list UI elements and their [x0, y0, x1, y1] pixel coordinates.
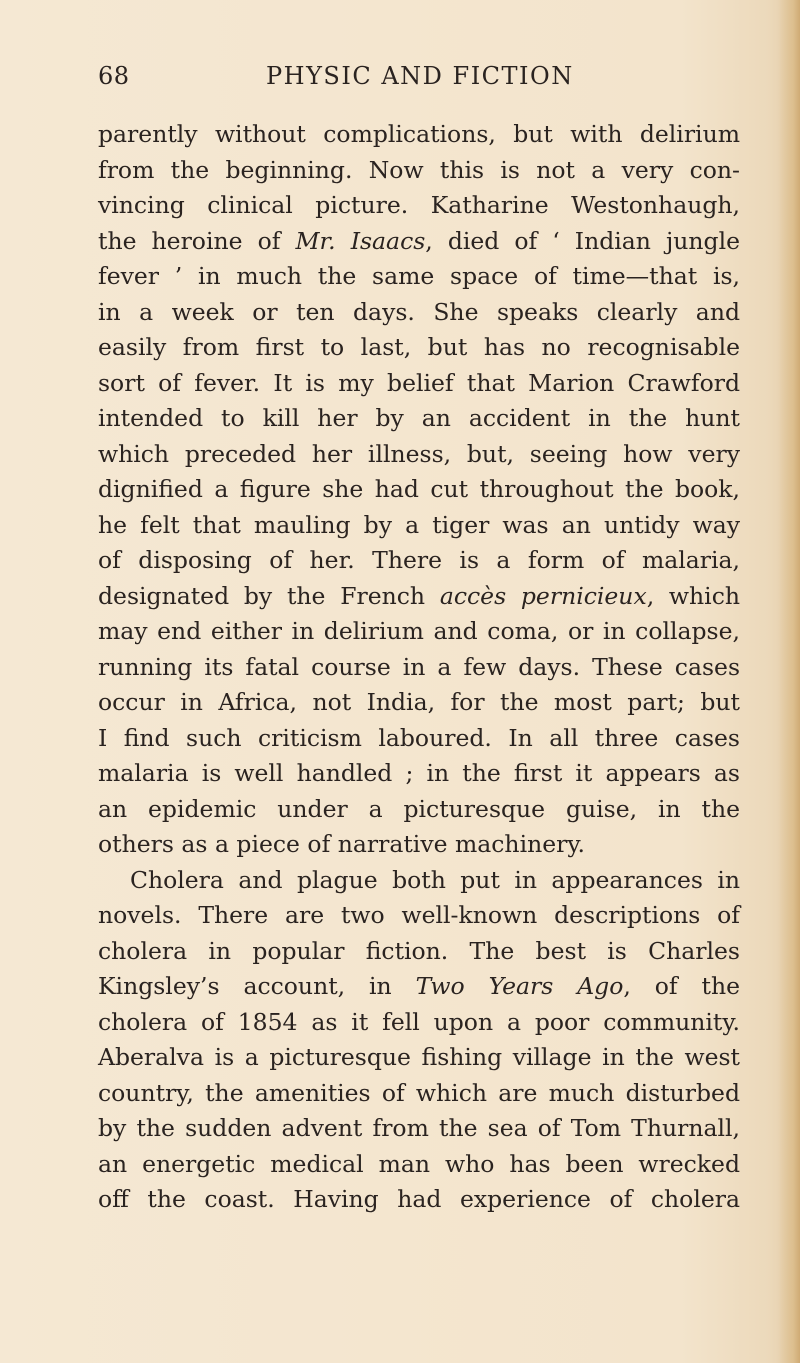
text-line [98, 863, 740, 899]
text-segment: sort of fever. It is my belief that Marion Crawford [98, 368, 740, 397]
text-segment: , died of ‘ Indian jungle [425, 226, 740, 255]
text-line [98, 330, 740, 366]
text-line [98, 1111, 740, 1147]
text-line [98, 792, 740, 828]
text-segment: Cholera and plague both put in appearances in [130, 865, 740, 894]
text-segment: an energetic medical man who has been wrecked [98, 1149, 740, 1178]
text-segment: Kingsley’s account, in [98, 972, 416, 1000]
text-line [98, 508, 740, 544]
text-line [98, 401, 740, 437]
text-segment: cholera of 1854 as it fell upon a poor community. [98, 1007, 740, 1036]
text-segment: fever ’ in much the same space of time—that is, [98, 262, 740, 290]
text-line [98, 685, 740, 721]
italic-title: Mr. Isaacs [295, 226, 426, 255]
text-line [98, 1182, 740, 1218]
text-line [98, 1040, 740, 1076]
running-title: PHYSIC AND FICTION [266, 62, 574, 90]
text-segment: an epidemic under a picturesque guise, in the [98, 794, 740, 823]
text-line [98, 437, 740, 473]
text-line [98, 756, 740, 792]
text-line [98, 366, 740, 402]
text-segment: the heroine of [98, 226, 296, 255]
text-line [98, 543, 740, 579]
text-segment: malaria is well handled ; in the first it appears as [98, 759, 740, 787]
text-line [98, 969, 740, 1005]
text-segment: from the beginning. Now this is not a very con- [98, 155, 740, 184]
text-line [98, 224, 740, 260]
text-line [98, 721, 740, 757]
text-line [98, 934, 740, 970]
text-segment: , which [646, 581, 740, 610]
text-line [98, 472, 740, 508]
text-line [98, 827, 740, 863]
text-segment: by the sudden advent from the sea of Tom Thurnall, [98, 1114, 740, 1142]
text-segment: running its fatal course in a few days. These cases [98, 652, 740, 681]
text-segment: intended to kill her by an accident in the hunt [98, 404, 740, 432]
page-number: 68 [98, 62, 130, 90]
text-line [98, 1076, 740, 1112]
text-segment: off the coast. Having had experience of cholera [98, 1185, 740, 1213]
page-header [98, 62, 738, 102]
text-segment: which preceded her illness, but, seeing how very [98, 439, 740, 468]
italic-title: Two Years Ago [415, 972, 624, 1000]
text-line [98, 188, 740, 224]
text-line [98, 898, 740, 934]
italic-title: accès pernicieux [439, 581, 647, 610]
text-segment: he felt that mauling by a tiger was an untidy way [98, 510, 740, 539]
text-line [98, 1147, 740, 1183]
text-segment: easily from first to last, but has no recognisable [98, 333, 740, 361]
text-line [98, 295, 740, 331]
text-segment: dignified a figure she had cut throughout the book, [98, 475, 740, 503]
text-segment: of disposing of her. There is a form of malaria, [98, 546, 740, 574]
text-segment: parently without complications, but with delirium [98, 120, 740, 148]
text-line [98, 259, 740, 295]
text-segment: may end either in delirium and coma, or in collapse, [98, 617, 740, 645]
text-segment: cholera in popular fiction. The best is Charles [98, 936, 740, 965]
text-segment: vincing clinical picture. Katharine Westonhaugh, [98, 191, 740, 219]
text-line [98, 650, 740, 686]
text-line [98, 614, 740, 650]
text-line [98, 153, 740, 189]
text-segment: country, the amenities of which are much disturbed [98, 1078, 740, 1107]
text-segment: , of the [623, 972, 741, 1000]
text-segment: others as a piece of narrative machinery. [98, 830, 585, 858]
text-line [98, 117, 740, 153]
text-line [98, 579, 740, 615]
body-text [98, 117, 740, 1218]
page-edge-stain [778, 0, 800, 1363]
text-segment: occur in Africa, not India, for the most part; but [98, 688, 740, 716]
text-segment: novels. There are two well-known descriptions of [98, 901, 740, 929]
text-segment: designated by the French [98, 581, 440, 610]
text-line [98, 1005, 740, 1041]
text-segment: in a week or ten days. She speaks clearly and [98, 297, 740, 326]
text-segment: Aberalva is a picturesque fishing village in the west [98, 1043, 740, 1071]
text-segment: I find such criticism laboured. In all three cases [98, 723, 740, 752]
